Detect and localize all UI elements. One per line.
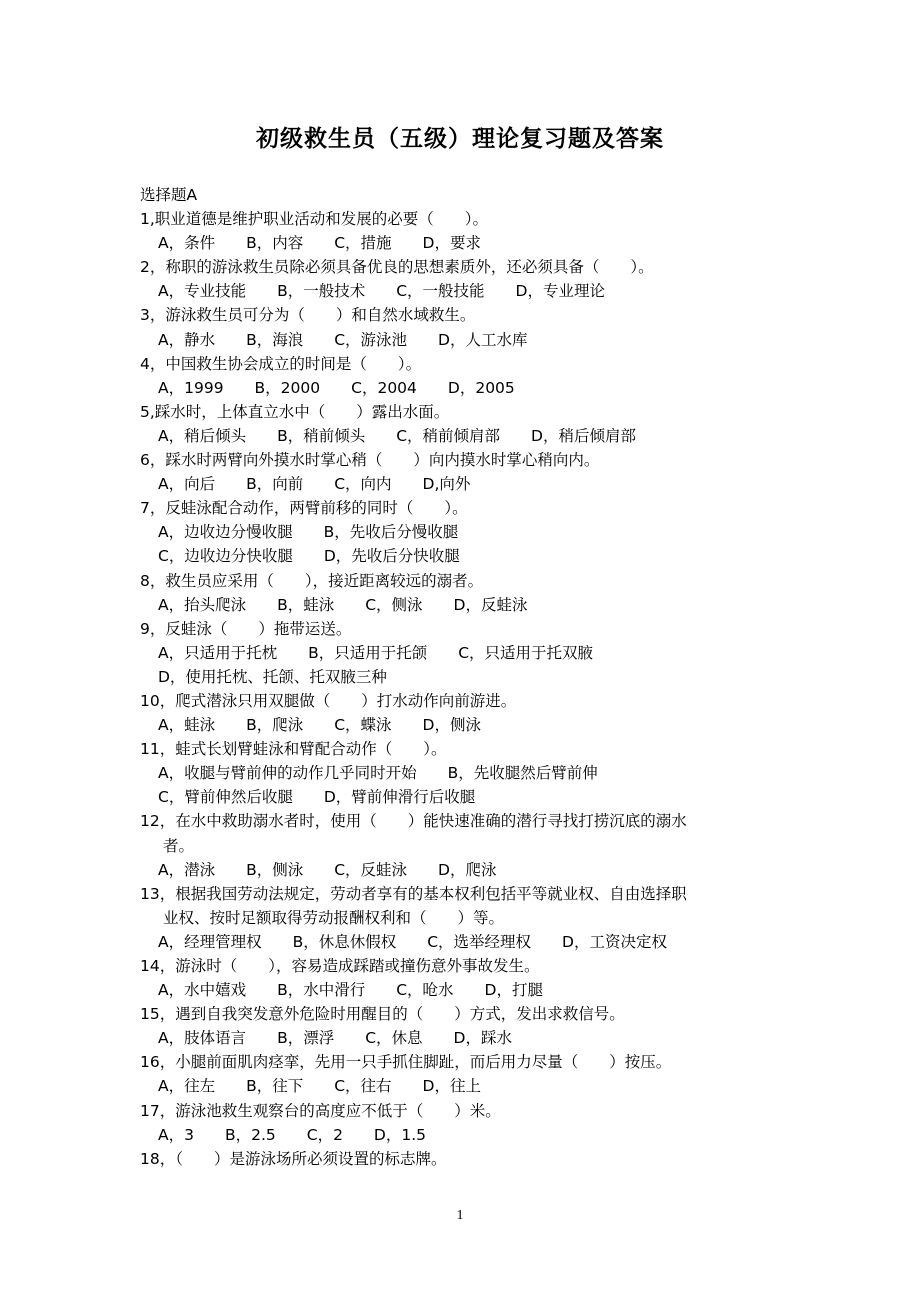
answer-options-row: A，稍后倾头 B，稍前倾头 C，稍前倾肩部 D，稍后倾肩部 [158,426,636,445]
question-stem: 9，反蛙泳（ ）拖带运送。 [140,619,352,638]
question-11 [140,737,800,809]
question-stem-continuation: 者。 [163,836,195,855]
section-heading: 选择题A [140,186,198,204]
question-stem: 10，爬式潜泳只用双腿做（ ）打水动作向前游进。 [140,691,517,710]
question-stem: 13，根据我国劳动法规定，劳动者享有的基本权利包括平等就业权、自由选择职 [140,884,687,903]
document-title: 初级救生员（五级）理论复习题及答案 [256,126,664,152]
question-stem: 12，在水中救助溺水者时，使用（ ）能快速准确的潜行寻找打捞沉底的溺水 [140,812,687,831]
question-5 [140,400,800,448]
question-7 [140,496,800,568]
question-18 [140,1147,800,1171]
answer-options-row: A，水中嬉戏 B，水中滑行 C，呛水 D，打腿 [158,981,543,1000]
answer-options-row: D，使用托枕、托颌、托双腋三种 [158,667,387,686]
question-16 [140,1050,800,1098]
question-stem-continuation: 业权、按时足额取得劳动报酬权利和（ ）等。 [163,908,505,927]
answer-options-row: A，只适用于托枕 B，只适用于托颌 C，只适用于托双腋 [158,643,594,662]
answer-options-row: A，收腿与臂前伸的动作几乎同时开始 B，先收腿然后臂前伸 [158,764,598,783]
answer-options-row: A，1999 B，2000 C，2004 D，2005 [158,378,515,397]
question-4 [140,352,800,400]
question-list [140,207,800,1171]
question-1 [140,207,800,255]
answer-options-row: A，肢体语言 B，漂浮 C，休息 D，踩水 [158,1029,512,1048]
question-stem: 18，（ ）是游泳场所必须设置的标志牌。 [140,1149,447,1168]
answer-options-row: C，臂前伸然后收腿 D，臂前伸滑行后收腿 [158,788,476,807]
question-9 [140,617,800,689]
question-stem: 15，遇到自我突发意外危险时用醒目的（ ）方式，发出求救信号。 [140,1005,625,1024]
question-stem: 5,踩水时，上体直立水中（ ）露出水面。 [140,402,450,421]
question-stem: 14，游泳时（ ），容易造成踩踏或撞伤意外事故发生。 [140,957,540,975]
question-13 [140,882,800,954]
question-stem: 1,职业道德是维护职业活动和发展的必要（ ）。 [140,210,489,229]
question-stem: 2，称职的游泳救生员除必须具备优良的思想素质外，还必须具备（ ）。 [140,258,654,277]
answer-options-row: A，蛙泳 B，爬泳 C，蝶泳 D，侧泳 [158,716,481,735]
answer-options-row: A，3 B，2.5 C，2 D，1.5 [158,1125,427,1144]
question-15 [140,1002,800,1050]
answer-options-row: A，向后 B，向前 C，向内 D,向外 [158,475,471,494]
document-body [140,183,800,1171]
answer-options-row: A，抬头爬泳 B，蛙泳 C，侧泳 D，反蛙泳 [158,595,528,614]
question-stem: 8，救生员应采用（ ），接近距离较远的溺者。 [140,571,484,590]
question-6 [140,448,800,496]
answer-options-row: A，专业技能 B，一般技术 C，一般技能 D，专业理论 [158,282,605,301]
page-number: 1 [456,1208,464,1223]
question-10 [140,689,800,737]
question-stem: 7，反蛙泳配合动作，两臂前移的同时（ ）。 [140,499,468,518]
question-2 [140,255,800,303]
question-3 [140,303,800,351]
question-stem: 3，游泳救生员可分为（ ）和自然水域救生。 [140,306,476,325]
answer-options-row: A，边收边分慢收腿 B，先收后分慢收腿 [158,523,459,542]
answer-options-row: A，静水 B，海浪 C，游泳池 D，人工水库 [158,330,528,349]
answer-options-row: A，往左 B，往下 C，往右 D，往上 [158,1077,481,1096]
question-17 [140,1099,800,1147]
answer-options-row: A，潜泳 B，侧泳 C，反蛙泳 D，爬泳 [158,860,497,879]
question-8 [140,569,800,617]
question-12 [140,809,800,881]
answer-options-row: C，边收边分快收腿 D，先收后分快收腿 [158,547,460,566]
answer-options-row: A，经理管理权 B，休息休假权 C，选举经理权 D，工资决定权 [158,932,667,951]
question-stem: 17，游泳池救生观察台的高度应不低于（ ）米。 [140,1101,501,1120]
question-stem: 4，中国救生协会成立的时间是（ ）。 [140,354,422,373]
question-stem: 6，踩水时两臂向外摸水时掌心稍（ ）向内摸水时掌心稍向内。 [140,451,600,470]
answer-options-row: A，条件 B，内容 C，措施 D，要求 [158,234,481,253]
question-14 [140,954,800,1002]
question-stem: 16，小腿前面肌肉痉挛，先用一只手抓住脚趾，而后用力尽量（ ）按压。 [140,1053,672,1072]
question-stem: 11，蛙式长划臂蛙泳和臂配合动作（ ）。 [140,740,447,759]
